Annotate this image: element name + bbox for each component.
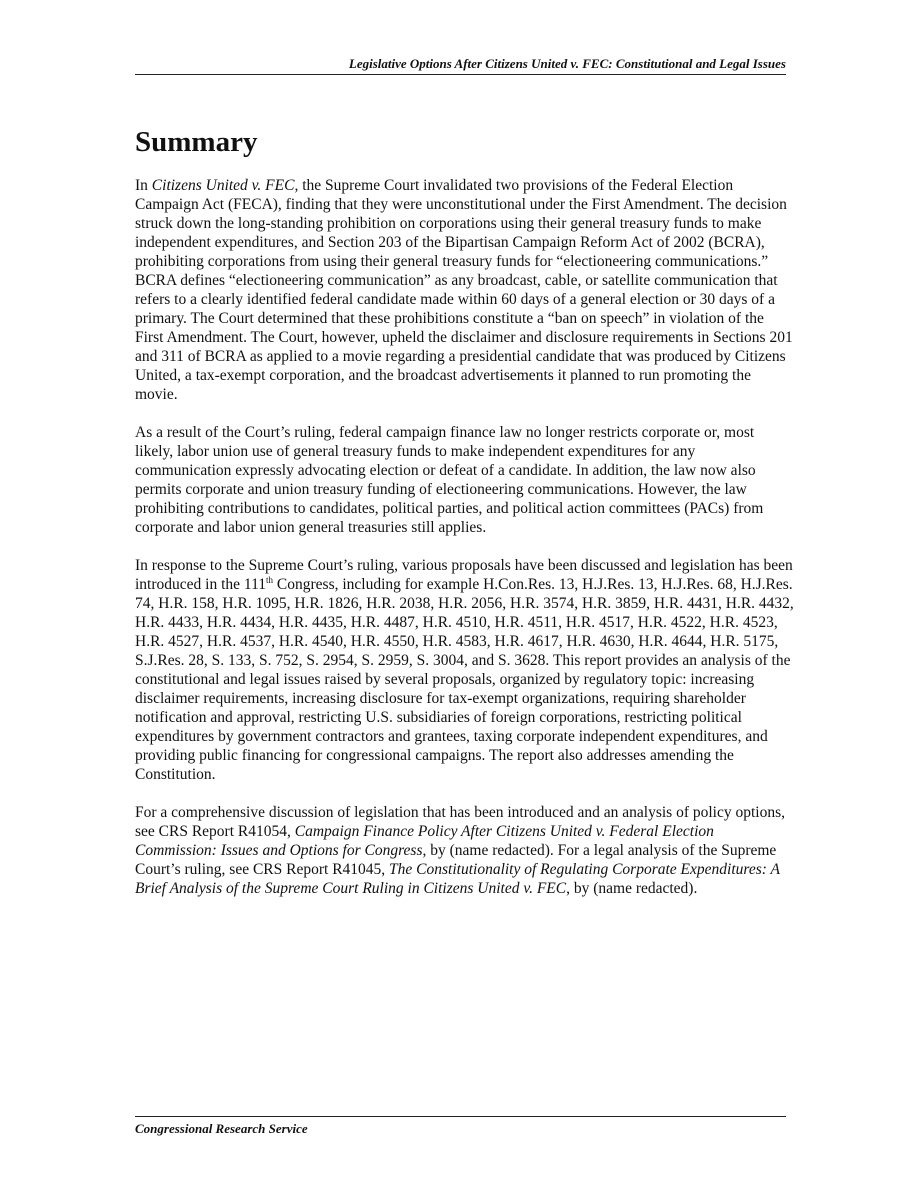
paragraph-1-text: the Supreme Court invalidated two provisions of the Federal Election Campaign Act (FECA), finding that they were unconstitutional under the First Amendment. The decision struck down the long-standing prohibition on corporations using their general treasury funds to make independent expenditures, and Section 203 of the Bipartisan Campaign Reform Act of 2002 (BCRA), prohibiting corporations from using their general treasury funds for “electioneering communications.” BCRA defines “electioneering communication” as any broadcast, cable, or satellite communication that refers to a clearly identified federal candidate made within 60 days of a general election or 30 days of a primary. The Court determined that these prohibitions constitute a “ban on speech” in violation of the First Amendment. The Court, however, upheld the disclaimer and disclosure requirements in Sections 201 and 311 of BCRA as applied to a movie regarding a presidential candidate that was produced by Citizens United, a tax-exempt corporation, and the broadcast advertisements it planned to run promoting the movie. (135, 177, 793, 403)
running-footer: Congressional Research Service (135, 1121, 308, 1136)
footer-rule (135, 1116, 786, 1117)
ordinal-suffix: th (266, 574, 274, 585)
paragraph-2: As a result of the Court’s ruling, federal campaign finance law no longer restricts corporate or, most likely, labor union use of general treasury funds to make independent expenditures for any communication expressly advocating election or defeat of a candidate. In addition, the law now also permits corporate and union treasury funding of electioneering communications. However, the law prohibiting contributions to candidates, political parties, and political action committees (PACs) from corporate and labor union general treasuries still applies. (135, 424, 764, 536)
summary-body (135, 176, 795, 917)
paragraph-4-text-a: For a comprehensive discussion of legislation that has been introduced and an analysis of policy options, see CRS Report R41054, (135, 804, 786, 840)
summary-heading: Summary (135, 126, 258, 158)
report-title-r41054: Campaign Finance Policy After Citizens United v. Federal Election Commission: Issues and Options for Congress (135, 823, 714, 859)
paragraph-3-text-b: Congress, including for example H.Con.Res. 13, H.J.Res. 13, H.J.Res. 68, H.J.Res. 74, H.R. 158, H.R. 1095, H.R. 1826, H.R. 2038, H.R. 2056, H.R. 3574, H.R. 3859, H.R. 4431, H.R. 4432, H.R. 4433, H.R. 4434, H.R. 4435, H.R. 4487, H.R. 4510, H.R. 4511, H.R. 4517, H.R. 4522, H.R. 4523, H.R. 4527, H.R. 4537, H.R. 4540, H.R. 4550, H.R. 4583, H.R. 4617, H.R. 4630, H.R. 4644, H.R. 5175, S.J.Res. 28, S. 133, S. 752, S. 2954, S. 2959, S. 3004, and S. 3628. This report provides an analysis of the constitutional and legal issues raised by several proposals, organized by regulatory topic: increasing disclaimer requirements, increasing disclosure for tax-exempt organizations, requiring shareholder notification and approval, restricting U.S. subsidiaries of foreign corporations, restricting political expenditures by government contractors and grantees, taxing corporate independent expenditures, and providing public financing for congressional campaigns. The report also addresses amending the Constitution. (135, 576, 794, 783)
paragraph-4-text-b: , by (name redacted). For a legal analysis of the Supreme Court’s ruling, see CRS Report R41045, (135, 842, 777, 878)
paragraph-3-text-a: In response to the Supreme Court’s ruling, various proposals have been discussed and legislation has been introduced in the 111 (135, 557, 793, 593)
paragraph-4-text-c: , by (name redacted). (566, 880, 698, 897)
report-title-r41045: The Constitutionality of Regulating Corporate Expenditures: A Brief Analysis of the Supreme Court Ruling in Citizens United v. FEC (135, 861, 780, 897)
running-header: Legislative Options After Citizens United v. FEC: Constitutional and Legal Issues (348, 56, 786, 71)
paragraph-1: In Citizens United v. FEC, the Supreme Court invalidated two provisions of the Federal Election Campaign Act (FECA), finding that they were unconstitutional under the First Amendment. The decision struck down the long-standing prohibition on corporations using their general treasury funds to make independent expenditures, and Section 203 of the Bipartisan Campaign Reform Act of 2002 (BCRA), prohibiting corporations from using their general treasury funds for “electioneering communications.” BCRA defines “electioneering communication” as any broadcast, cable, or satellite communication that refers to a clearly identified federal candidate made within 60 days of a general election or 30 days of a primary. The Court determined that these prohibitions constitute a “ban on speech” in violation of the First Amendment. The Court, however, upheld the disclaimer and disclosure requirements in Sections 201 and 311 of BCRA as applied to a movie regarding a presidential candidate that was produced by Citizens United, a tax-exempt corporation, and the broadcast advertisements it planned to run promoting the movie. (135, 177, 793, 403)
header-rule (135, 74, 786, 75)
paragraph-3 (135, 556, 795, 784)
paragraph-4 (135, 803, 795, 898)
case-name: Citizens United v. FEC, (151, 177, 299, 194)
